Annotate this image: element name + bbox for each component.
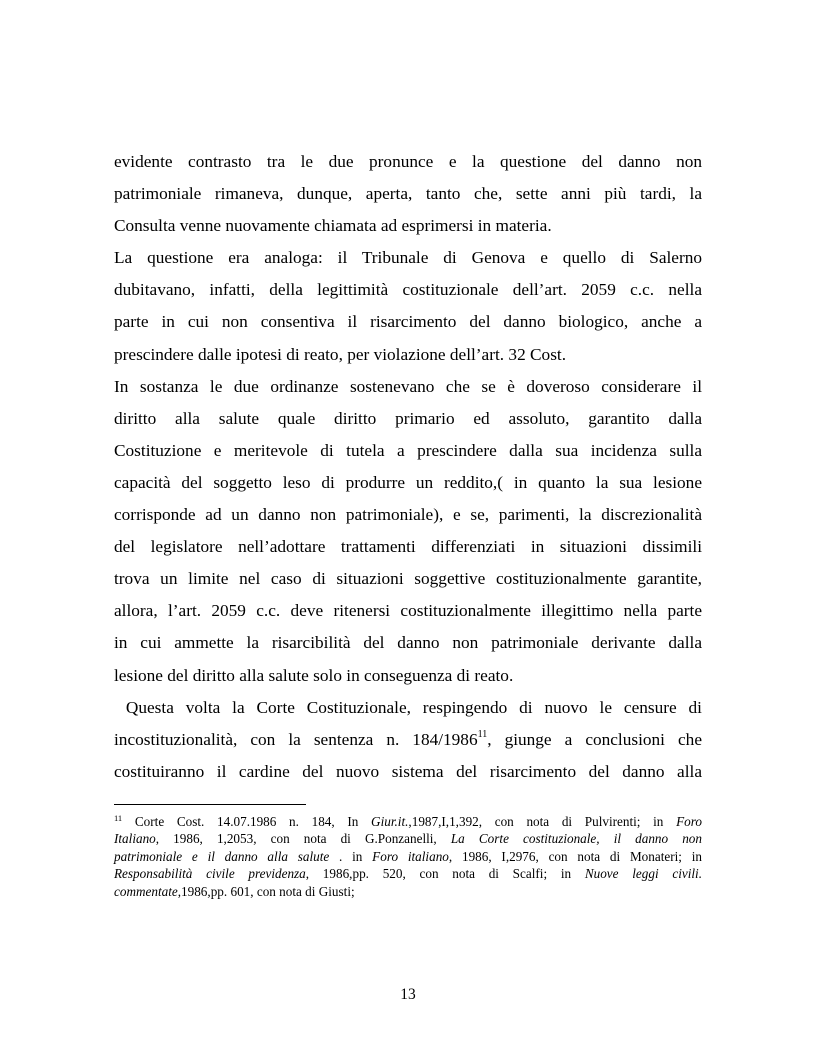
footnote-line (114, 813, 702, 830)
footnote-citation: La Corte costituzionale, il danno non (450, 831, 702, 847)
text-line: trova un limite nel caso di situazioni soggettive costituzionalmente garantite, (114, 569, 702, 589)
text-line: del legislatore nell’adottare trattamenti differenziati in situazioni dissimili (114, 537, 702, 557)
footnote (114, 813, 702, 900)
footnote-citation: Nuove leggi civili. (584, 866, 703, 882)
footnote-citation: Foro italiano (372, 848, 449, 864)
text-line: in cui ammette la risarcibilità del danno non patrimoniale derivante dalla (114, 633, 702, 653)
footnote-citation: commentate (114, 883, 178, 899)
text-line: evidente contrasto tra le due pronunce e la questione del danno non (114, 152, 702, 171)
footnote-line (114, 848, 702, 865)
text-line: allora, l’art. 2059 c.c. deve ritenersi costituzionalmente illegittimo nella parte (114, 601, 702, 621)
footnote-text: ,1987,I,1,392, con nota di Pulvirenti; in (408, 814, 677, 829)
footnote-citation: Responsabilità civile previdenza (114, 866, 306, 882)
footnote-citation: patrimoniale e il danno alla salute (114, 848, 330, 864)
text-line: costituiranno il cardine del nuovo sistema del risarcimento del danno alla (114, 761, 702, 781)
footnote-text: . in (329, 848, 373, 864)
footnote-text: , 1986, I,2976, con nota di Monateri; in (448, 848, 703, 864)
text-line: In sostanza le due ordinanze sostenevano che se è doveroso considerare il (114, 376, 702, 396)
text-line: Consulta venne nuovamente chiamata ad esprimersi in materia. (114, 216, 552, 236)
text-line: La questione era analoga: il Tribunale di Genova e quello di Salerno (114, 248, 702, 268)
text-fragment: incostituzionalità, con la sentenza n. 184/1986 (114, 729, 478, 749)
text-line: Costituzione e meritevole di tutela a prescindere dalla sua incidenza sulla (114, 440, 702, 460)
footnote-line (114, 830, 702, 847)
footnote-citation: Giur.it. (371, 814, 409, 829)
footnote-citation: Foro (676, 814, 702, 829)
footnote-text: , 1986, 1,2053, con nota di G.Ponzanelli, (155, 831, 451, 847)
footnote-line (114, 883, 702, 900)
text-line: lesione del diritto alla salute solo in conseguenza di reato. (114, 665, 514, 685)
footnote-number: 11 (114, 813, 123, 823)
footnote-citation: Italiano (114, 831, 156, 847)
footnote-reference[interactable]: 11 (477, 728, 488, 740)
text-line-with-footnote-ref (114, 724, 702, 756)
text-line: Questa volta la Corte Costituzionale, respingendo di nuovo le censure di (114, 697, 702, 717)
text-line: patrimoniale rimaneva, dunque, aperta, tanto che, sette anni più tardi, la (114, 184, 702, 204)
body-text (114, 146, 702, 788)
footnote-separator (114, 804, 306, 805)
text-line: diritto alla salute quale diritto primario ed assoluto, garantito dalla (114, 408, 702, 428)
footnote-line (114, 865, 702, 882)
footnote-text: Corte Cost. 14.07.1986 n. 184, In (122, 814, 372, 829)
text-line: prescindere dalle ipotesi di reato, per violazione dell’art. 32 Cost. (114, 344, 567, 364)
footnote-text: , 1986,pp. 520, con nota di Scalfi; in (305, 866, 585, 882)
page-number: 13 (400, 986, 416, 1003)
text-line: parte in cui non consentiva il risarcimento del danno biologico, anche a (114, 312, 702, 332)
footnote-text: ,1986,pp. 601, con nota di Giusti; (177, 883, 355, 899)
text-line: capacità del soggetto leso di produrre un reddito,( in quanto la sua lesione (114, 472, 702, 492)
text-line: corrisponde ad un danno non patrimoniale), e se, parimenti, la discrezionalità (114, 505, 702, 525)
text-line: dubitavano, infatti, della legittimità costituzionale dell’art. 2059 c.c. nella (114, 280, 702, 300)
text-fragment: , giunge a conclusioni che (487, 729, 702, 749)
